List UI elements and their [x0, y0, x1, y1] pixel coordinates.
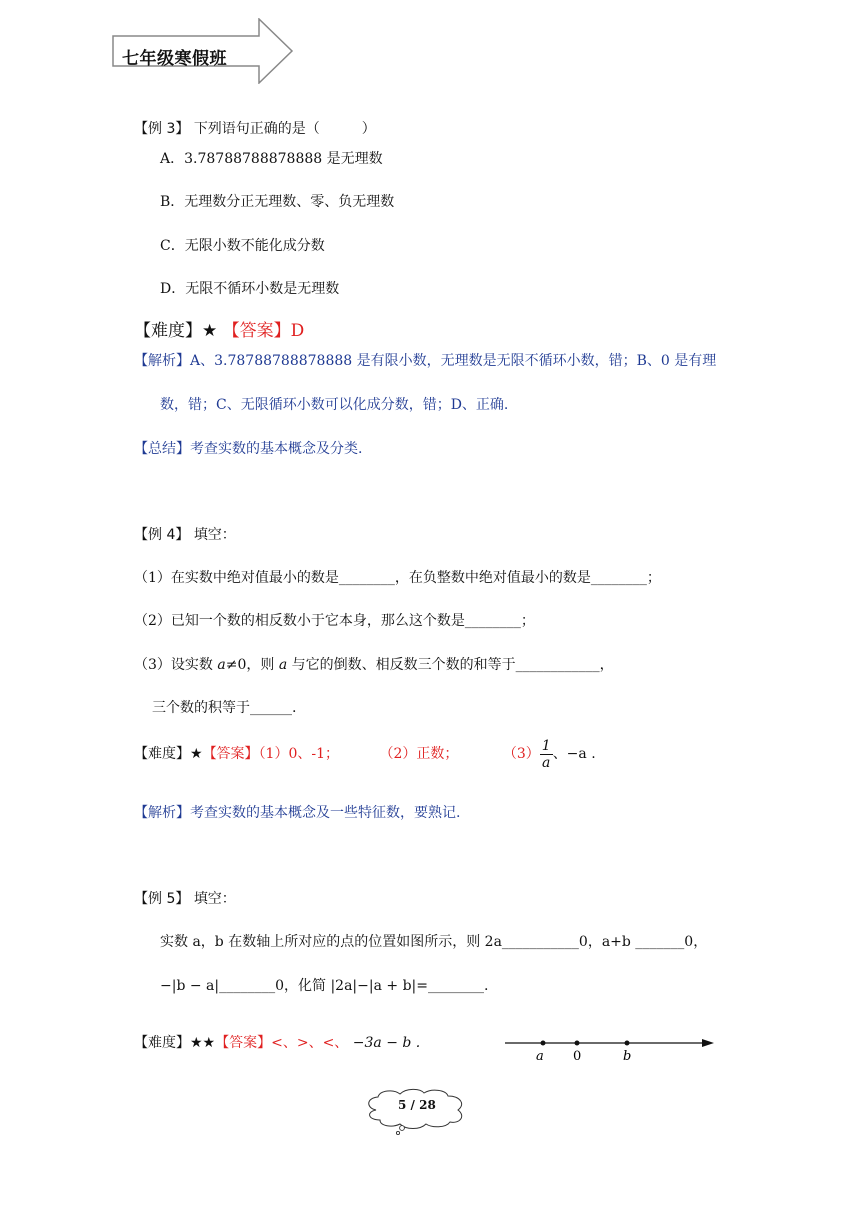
- ex4-label: 【例 4】: [134, 527, 190, 543]
- point-zero-dot: [575, 1041, 580, 1046]
- ex4-analysis-label: 【解析】: [134, 805, 190, 821]
- ex4-difficulty-label: 【难度】: [134, 746, 190, 762]
- ex4-answer-fraction: [540, 738, 553, 771]
- ex3-answer-line: [134, 320, 304, 342]
- ex5-answer-expression: −3a − b .: [352, 1035, 421, 1051]
- ex4-q3-part-c: 与它的倒数、相反数三个数的和等于____________，: [287, 657, 614, 673]
- ex4-question-2: （2）已知一个数的相反数小于它本身，那么这个数是________；: [134, 613, 535, 629]
- page-number: 5 / 28: [398, 1098, 436, 1112]
- ex4-question-3: [134, 656, 614, 674]
- ex3-analysis-text1: A、3.78788788878888 是有限小数，无理数是无限不循环小数，错；B、0 是有理: [190, 353, 717, 369]
- ex4-answer-3-tail: 、−a .: [552, 746, 596, 762]
- ex4-answer-2: （2）正数；: [379, 746, 459, 762]
- ex5-difficulty-label: 【难度】: [134, 1035, 190, 1051]
- point-b-dot: [625, 1041, 630, 1046]
- ex3-analysis-label: 【解析】: [134, 353, 190, 369]
- axis-label-b: b: [623, 1049, 632, 1064]
- fraction-numerator: 1: [541, 737, 551, 754]
- ex5-line2: −|b − a|________0，化简 |2a|−|a + b|=________.: [160, 978, 489, 994]
- ex5-answer: <、>、<、: [271, 1035, 349, 1051]
- number-line-diagram: [500, 1030, 720, 1066]
- ex5-answer-line: [134, 1034, 420, 1052]
- ex3-label: 【例 3】: [134, 121, 190, 137]
- ex4-question-3-line2: 三个数的积等于______.: [152, 700, 297, 716]
- ex4-answer-3: （3）: [502, 746, 540, 762]
- fraction-denominator: a: [542, 754, 551, 771]
- ex3-stars: ★: [202, 321, 218, 341]
- ex4-q3-part-b: ≠0，则: [225, 657, 279, 673]
- ex3-summary-label: 【总结】: [134, 441, 190, 457]
- ex5-stars: ★★: [190, 1035, 216, 1051]
- ex5-heading: [134, 890, 236, 908]
- ex4-analysis-text: 考查实数的基本概念及一些特征数，要熟记.: [190, 805, 461, 821]
- point-a-dot: [541, 1041, 546, 1046]
- ex3-difficulty-label: 【难度】: [134, 321, 202, 341]
- ex5-line1: 实数 a，b 在数轴上所对应的点的位置如图所示，则 2a___________0，a+b _______0，: [160, 934, 708, 950]
- ex4-analysis: [134, 804, 460, 822]
- ex4-q3-part-a: （3）设实数: [134, 657, 218, 673]
- ex3-option-a: A．3.78788788878888 是无理数: [160, 151, 383, 167]
- ex4-heading: [134, 526, 236, 544]
- ex3-analysis-line1: [134, 352, 716, 370]
- axis-label-a: a: [536, 1049, 544, 1064]
- ex4-answer-line: [134, 736, 596, 772]
- ex3-option-b: B．无理数分正无理数、零、负无理数: [160, 194, 395, 210]
- ex3-answer-label: 【答案】: [222, 321, 291, 341]
- ex4-stars: ★: [190, 746, 203, 762]
- header-title: 七年级寒假班: [122, 49, 227, 69]
- ex4-answer-1: （1）0、-1；: [258, 746, 340, 762]
- axis-label-zero: 0: [573, 1049, 582, 1064]
- ex4-question-1: （1）在实数中绝对值最小的数是________，在负整数中绝对值最小的数是________；: [134, 570, 661, 586]
- ex4-prompt: 填空：: [193, 527, 236, 543]
- ex3-question-text: 下列语句正确的是（ ）: [193, 121, 376, 137]
- ex3-option-c: C．无限小数不能化成分数: [160, 238, 325, 254]
- ex3-summary: [134, 440, 362, 458]
- ex3-question: [134, 120, 376, 138]
- ex5-label: 【例 5】: [134, 891, 190, 907]
- ex4-q3-var: a: [217, 657, 226, 673]
- ex5-answer-label: 【答案】: [215, 1035, 272, 1051]
- ex3-answer: D: [290, 321, 305, 341]
- ex3-option-d: D．无限不循环小数是无理数: [160, 281, 340, 297]
- ex3-summary-text: 考查实数的基本概念及分类.: [190, 441, 363, 457]
- ex3-analysis-line2: 数，错；C、无限循环小数可以化成分数，错；D、正确.: [160, 397, 509, 413]
- page-footer-cloud: [362, 1088, 470, 1136]
- ex5-prompt: 填空：: [193, 891, 236, 907]
- ex4-q3-var2: a: [278, 657, 288, 673]
- arrow-head-icon: [702, 1039, 714, 1047]
- ex4-answer-label: 【答案】: [202, 746, 259, 762]
